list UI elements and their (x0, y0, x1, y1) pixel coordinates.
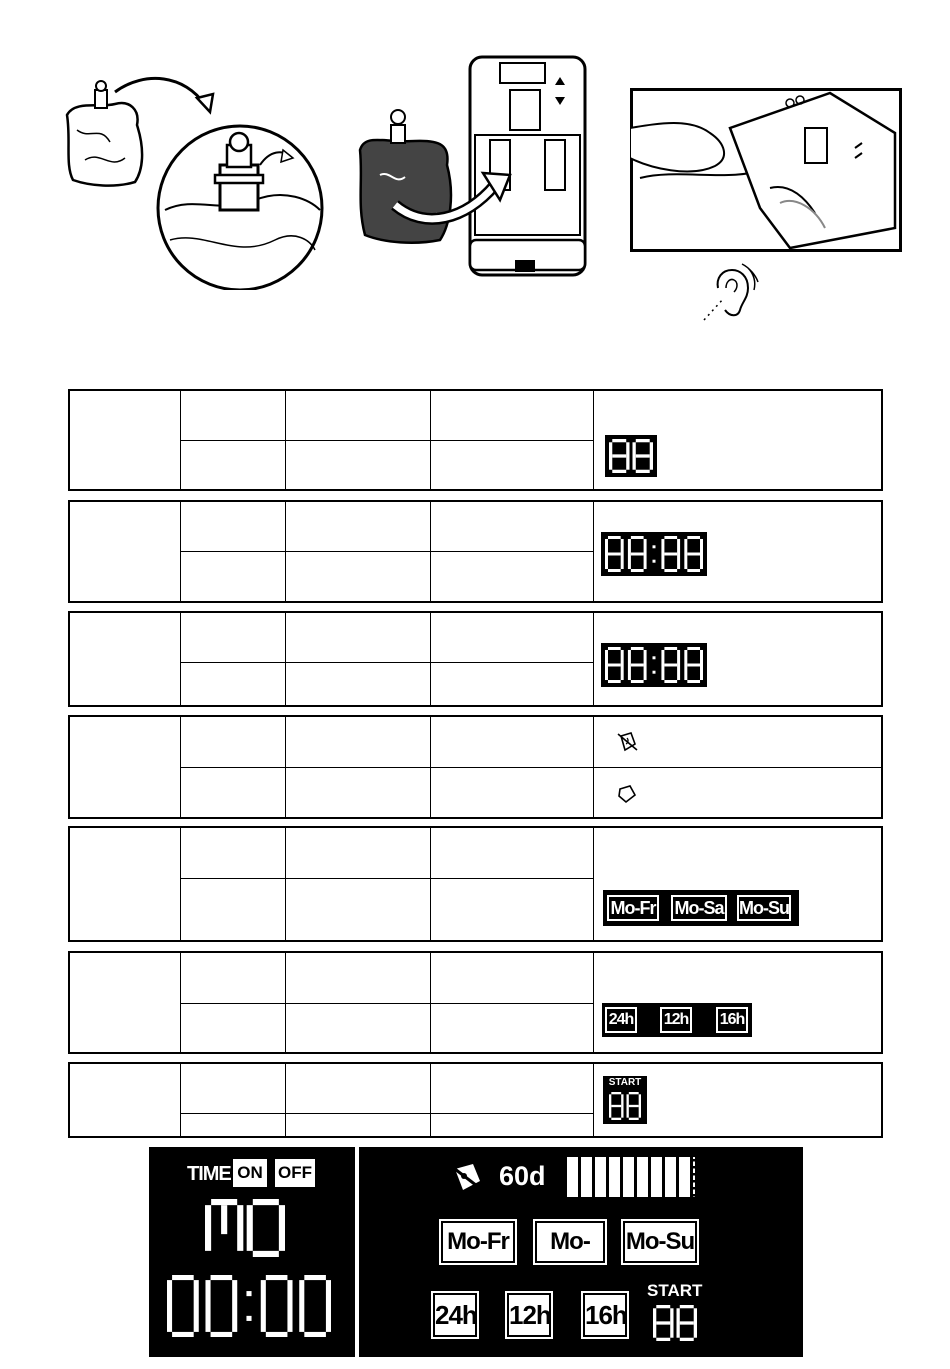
segment (232, 1280, 237, 1306)
segment (608, 569, 621, 572)
segment (611, 1118, 621, 1120)
level-segment (637, 1157, 648, 1197)
setting-block-1 (68, 389, 883, 491)
segment (680, 1321, 694, 1324)
segment (621, 1094, 623, 1106)
segment (653, 1308, 656, 1323)
start-label: START (647, 1281, 703, 1300)
segment (677, 650, 680, 665)
mode-mo-su: Mo-Su (737, 895, 791, 921)
segment (279, 1205, 285, 1228)
setting-block-5 (68, 826, 883, 942)
segment (626, 456, 629, 470)
segment (205, 1280, 210, 1306)
level-segment (665, 1157, 676, 1197)
segment (172, 1332, 194, 1337)
mode-24h: 24h (605, 1007, 637, 1033)
mode-mo-sa: Mo-Sa (535, 1221, 605, 1263)
segment (621, 1106, 623, 1118)
segment (656, 1305, 670, 1308)
level-segment (609, 1157, 620, 1197)
insert-detail-icon (630, 88, 902, 252)
on-indicator: ON (233, 1159, 267, 1187)
ear-icon (700, 262, 760, 324)
segment (608, 664, 621, 667)
off-indicator: OFF (275, 1159, 315, 1187)
segment (299, 1280, 304, 1306)
segment (661, 554, 664, 569)
segment (612, 439, 626, 442)
segment (172, 1275, 194, 1280)
spray-icon (615, 783, 639, 807)
day-display (203, 1197, 287, 1259)
segment (605, 650, 608, 665)
mode-24h: 24h (433, 1293, 477, 1337)
segment (687, 664, 700, 667)
segment (664, 536, 677, 539)
days-value: 60d (499, 1161, 546, 1191)
segment (650, 456, 653, 470)
illustration-refill-bag (55, 70, 340, 290)
segment (621, 665, 624, 680)
segment (627, 1106, 629, 1118)
spray-off-icon (449, 1161, 483, 1193)
segment (677, 554, 680, 569)
segment (304, 1332, 326, 1337)
segment (700, 650, 703, 665)
segment (266, 1275, 288, 1280)
segment (687, 553, 700, 556)
segment (664, 664, 677, 667)
segment (661, 539, 664, 554)
segment (626, 442, 629, 456)
segment (636, 470, 650, 473)
segment (205, 1306, 210, 1332)
segment (609, 442, 612, 456)
segment (237, 1205, 243, 1251)
level-segment (651, 1157, 662, 1197)
segment (287, 1306, 292, 1332)
segment (700, 665, 703, 680)
clock-display (601, 532, 707, 576)
segment (326, 1306, 331, 1332)
segment (639, 1094, 641, 1106)
segment (266, 1332, 288, 1337)
clock-display (601, 643, 707, 687)
mode-16h: 16h (716, 1007, 748, 1033)
segment (631, 664, 644, 667)
segment (644, 539, 647, 554)
segment (609, 1106, 611, 1118)
segment (608, 553, 621, 556)
segment (211, 1199, 237, 1205)
segment (605, 539, 608, 554)
segment (608, 536, 621, 539)
segment (621, 554, 624, 569)
segment (631, 647, 644, 650)
segment (664, 647, 677, 650)
level-segment (567, 1157, 578, 1197)
segment (684, 539, 687, 554)
segment (605, 665, 608, 680)
segment (677, 665, 680, 680)
mode-mo-su: Mo-Su (623, 1221, 697, 1263)
segment (629, 1105, 639, 1107)
setting-block-4 (68, 715, 883, 819)
segment (608, 680, 621, 683)
hour-mode-strip (602, 1003, 752, 1037)
segment (636, 439, 650, 442)
segment (700, 539, 703, 554)
segment (253, 1199, 279, 1205)
segment (605, 554, 608, 569)
segment (687, 647, 700, 650)
segment (700, 554, 703, 569)
segment (677, 1323, 680, 1338)
segment (628, 539, 631, 554)
segment (661, 650, 664, 665)
segment (221, 1205, 227, 1234)
segment (664, 553, 677, 556)
segment (205, 1205, 211, 1251)
mode-16h: 16h (583, 1293, 627, 1337)
mode-mo-fr: Mo-Fr (441, 1221, 515, 1263)
illustration-insert-detail (630, 88, 902, 252)
segment (694, 1323, 697, 1338)
segment (631, 553, 644, 556)
setting-block-2 (68, 500, 883, 603)
segment (621, 650, 624, 665)
segment (211, 1275, 233, 1280)
level-segment (693, 1157, 695, 1197)
segment (628, 665, 631, 680)
segment (670, 1308, 673, 1323)
segment (609, 1094, 611, 1106)
start-digits (651, 1303, 699, 1343)
segment (611, 1092, 621, 1094)
segment (261, 1306, 266, 1332)
segment (670, 1323, 673, 1338)
segment (636, 454, 650, 457)
segment (684, 554, 687, 569)
segment (687, 536, 700, 539)
segment (261, 1280, 266, 1306)
refill-bag-icon (55, 70, 340, 290)
segment (194, 1280, 199, 1306)
segment (211, 1332, 233, 1337)
segment (684, 665, 687, 680)
segment (639, 1106, 641, 1118)
segment (287, 1280, 292, 1306)
start-label: START (608, 1077, 642, 1088)
segment (304, 1275, 326, 1280)
day-mode-strip (603, 890, 799, 926)
mode-mo-fr: Mo-Fr (607, 895, 659, 921)
segment (247, 1228, 253, 1251)
segment (687, 569, 700, 572)
segment (253, 1251, 279, 1257)
segment (629, 1118, 639, 1120)
segment (653, 1323, 656, 1338)
setting-block-6 (68, 951, 883, 1054)
segment (247, 1205, 253, 1228)
segment (661, 665, 664, 680)
level-bar (567, 1157, 695, 1197)
segment (611, 1105, 621, 1107)
time-label: TIME (187, 1163, 231, 1185)
segment (680, 1338, 694, 1341)
segment (194, 1306, 199, 1332)
segment (664, 569, 677, 572)
segment (612, 454, 626, 457)
segment (687, 680, 700, 683)
digit-display (605, 435, 657, 477)
segment (167, 1306, 172, 1332)
mode-12h: 12h (507, 1293, 551, 1337)
segment (628, 650, 631, 665)
segment (644, 665, 647, 680)
level-segment (623, 1157, 634, 1197)
segment (677, 539, 680, 554)
segment (627, 1094, 629, 1106)
setting-block-7 (68, 1062, 883, 1138)
segment (650, 442, 653, 456)
segment (299, 1306, 304, 1332)
segment (326, 1280, 331, 1306)
segment (644, 554, 647, 569)
level-segment (679, 1157, 690, 1197)
segment (232, 1306, 237, 1332)
spray-off-icon (615, 730, 639, 754)
segment (167, 1280, 172, 1306)
segment (608, 647, 621, 650)
segment (656, 1321, 670, 1324)
segment (631, 536, 644, 539)
mode-12h: 12h (660, 1007, 692, 1033)
segment (621, 539, 624, 554)
start-display (603, 1076, 647, 1124)
segment (644, 650, 647, 665)
segment (631, 680, 644, 683)
segment (664, 680, 677, 683)
lcd-left-panel (149, 1147, 355, 1357)
segment (609, 456, 612, 470)
clock-display (165, 1273, 333, 1339)
segment (684, 650, 687, 665)
illustration-dispenser (355, 55, 595, 280)
level-segment (595, 1157, 606, 1197)
segment (694, 1308, 697, 1323)
setting-block-3 (68, 611, 883, 707)
lcd-right-panel (359, 1147, 803, 1357)
level-segment (581, 1157, 592, 1197)
mode-mo-sa: Mo-Sa (671, 895, 727, 921)
segment (656, 1338, 670, 1341)
segment (628, 554, 631, 569)
segment (633, 442, 636, 456)
segment (631, 569, 644, 572)
segment (633, 456, 636, 470)
segment (629, 1092, 639, 1094)
segment (279, 1228, 285, 1251)
segment (677, 1308, 680, 1323)
segment (680, 1305, 694, 1308)
dispenser-icon (355, 55, 595, 280)
segment (612, 470, 626, 473)
